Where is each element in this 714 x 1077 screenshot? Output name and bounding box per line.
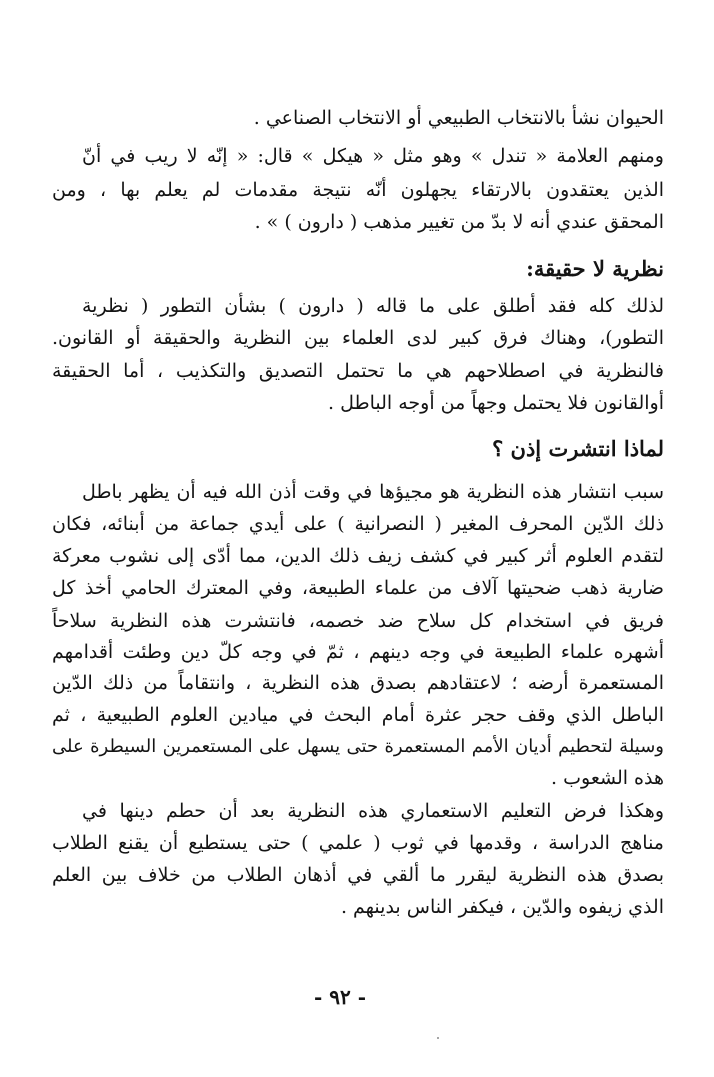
text-line: الذين يعتقدون بالارتقاء يجهلون أنّه نتيجة مقدمات لم يعلم بها ، ومن	[52, 179, 664, 201]
text-line: الذي زيفوه والدّين ، فيكفر الناس بدينهم .	[340, 896, 664, 918]
section-heading: لماذا انتشرت إذن ؟	[492, 436, 664, 461]
scan-speck	[437, 1037, 439, 1039]
text-line: ضارية ذهب ضحيتها آلاف من علماء الطبيعة، وفي المعترك الحامي أخذ كل	[52, 577, 664, 599]
text-line: التطور)، وهناك فرق كبير لدى العلماء بين النظرية والحقيقة أو القانون.	[52, 327, 664, 349]
text-line: لتقدم العلوم أثر كبير في كشف زيف ذلك الدين، مما أدّى إلى نشوب معركة	[52, 545, 664, 567]
text-line: فالنظرية في اصطلاحهم هي ما تحتمل التصديق والتكذيب ، أما الحقيقة	[52, 360, 664, 382]
text-line: ومنهم العلامة « تندل » وهو مثل « هيكل » قال: « إنّه لا ريب في أنّ	[82, 145, 664, 167]
section-heading: نظرية لا حقيقة:	[526, 256, 664, 281]
text-line: فريق في استخدام كل سلاح ضد خصمه، فانتشرت هذه النظرية سلاحاً	[52, 610, 664, 632]
text-line: المحقق عندي أنه لا بدّ من تغيير مذهب ( دارون ) » .	[254, 211, 664, 233]
text-line: وسيلة لتحطيم أديان الأمم المستعمرة حتى يسهل على المستعمرين السيطرة على	[52, 736, 664, 757]
text-line: الحيوان نشأ بالانتخاب الطبيعي أو الانتخاب الصناعي .	[253, 107, 664, 129]
page-number: - ٩٢ -	[313, 985, 366, 1009]
text-line: سبب انتشار هذه النظرية هو مجيؤها في وقت أذن الله فيه أن يظهر باطل	[82, 481, 664, 503]
text-line: هذه الشعوب .	[551, 767, 664, 789]
text-line: وهكذا فرض التعليم الاستعماري هذه النظرية بعد أن حطم دينها في	[82, 800, 664, 822]
text-line: ذلك الدّين المحرف المغير ( النصرانية ) على أيدي جماعة من أبنائه، فكان	[52, 513, 664, 535]
text-line: مناهج الدراسة ، وقدمها في ثوب ( علمي ) حتى يستطيع أن يقنع الطلاب	[52, 832, 664, 854]
text-line: لذلك كله فقد أطلق على ما قاله ( دارون ) بشأن التطور ( نظرية	[82, 295, 664, 317]
text-line: أشهره علماء الطبيعة في وجه دينهم ، ثمّ في وجه كلّ دين وطئت أقدامهم	[52, 641, 664, 663]
text-line: الباطل الذي وقف حجر عثرة أمام البحث في ميادين العلوم الطبيعية ، ثم	[52, 704, 664, 726]
text-line: أوالقانون فلا يحتمل وجهاً من أوجه الباطل .	[328, 392, 664, 414]
text-line: بصدق هذه النظرية ليقرر ما ألقي في أذهان الطلاب من خلاف بين العلم	[52, 864, 664, 886]
text-line: المستعمرة أرضه ؛ لاعتقادهم بصدق هذه النظرية ، وانتقاماً من ذلك الدّين	[52, 672, 664, 694]
